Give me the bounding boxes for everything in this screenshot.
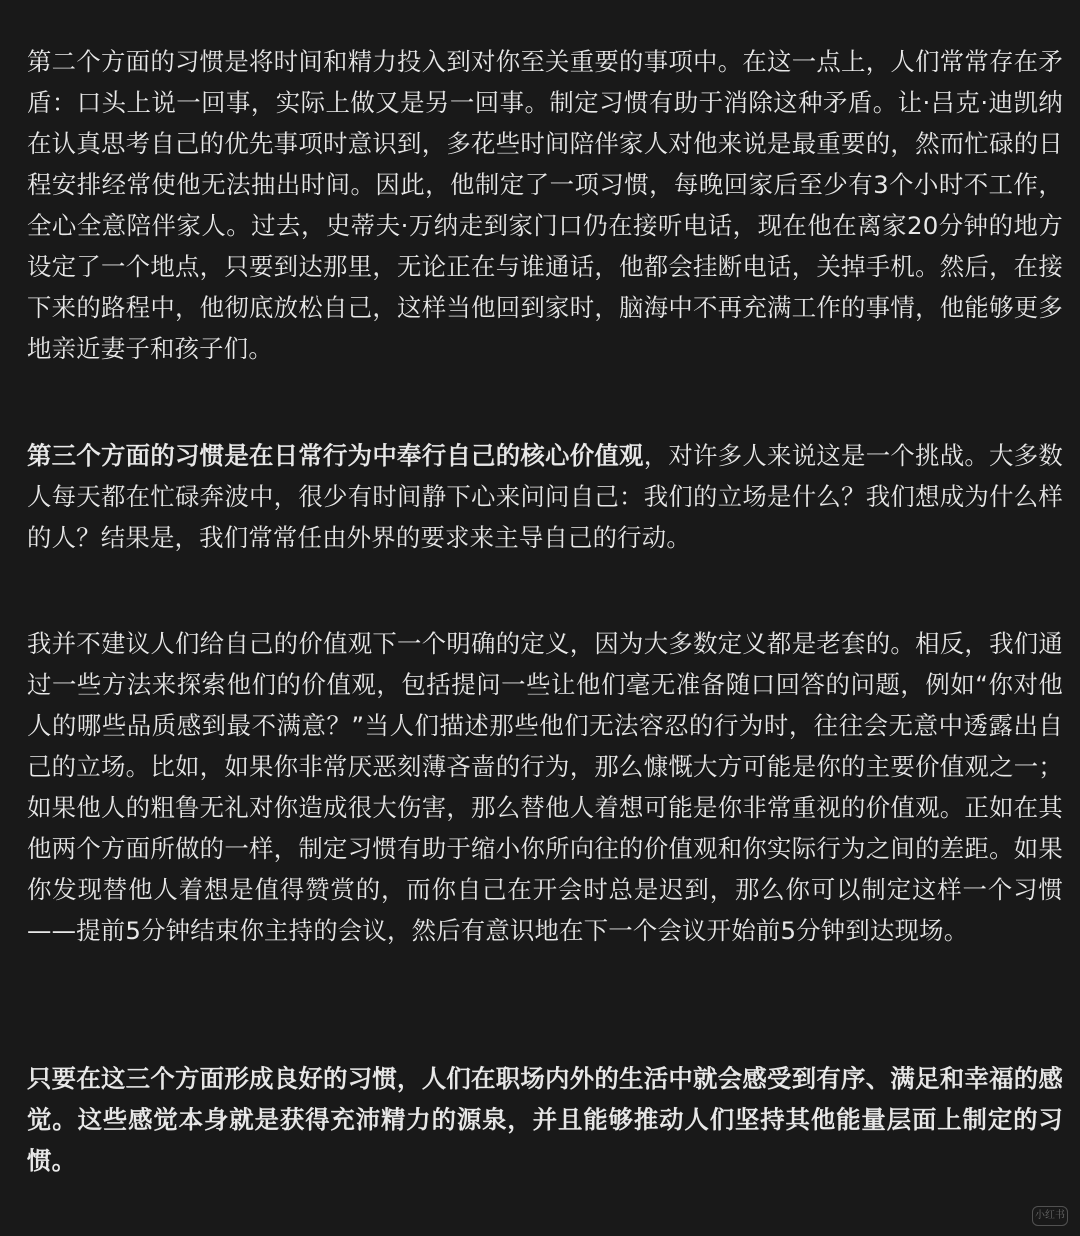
paragraph-habit-values-heading: 第三个方面的习惯是在日常行为中奉行自己的核心价值观	[27, 441, 644, 470]
paragraph-exploring-values: 我并不建议人们给自己的价值观下一个明确的定义，因为大多数定义都是老套的。相反，我们通过一些方法来探索他们的价值观，包括提问一些让他们毫无准备随口回答的问题，例如“你对他人的哪些品质感到最不满意？”当人们描述那些他们无法容忍的行为时，往往会无意中透露出自己的立场。比如，如果你非常厌恶刻薄吝啬的行为，那么慷慨大方可能是你的主要价值观之一；如果他人的粗鲁无礼对你造成很大伤害，那么替他人着想可能是你非常重视的价值观。正如在其他两个方面所做的一样，制定习惯有助于缩小你所向往的价值观和你实际行为之间的差距。如果你发现替他人着想是值得赞赏的，而你自己在开会时总是迟到，那么你可以制定这样一个习惯——提前5分钟结束你主持的会议，然后有意识地在下一个会议开始前5分钟到达现场。	[27, 629, 1063, 945]
paragraph-habit-priorities: 第二个方面的习惯是将时间和精力投入到对你至关重要的事项中。在这一点上，人们常常存在矛盾：口头上说一回事，实际上做又是另一回事。制定习惯有助于消除这种矛盾。让·吕克·迪凯纳在认真思考自己的优先事项时意识到，多花些时间陪伴家人对他来说是最重要的，然而忙碌的日程安排经常使他无法抽出时间。因此，他制定了一项习惯，每晚回家后至少有3个小时不工作，全心全意陪伴家人。过去，史蒂夫·万纳走到家门口仍在接听电话，现在他在离家20分钟的地方设定了一个地点，只要到达那里，无论正在与谁通话，他都会挂断电话，关掉手机。然后，在接下来的路程中，他彻底放松自己，这样当他回到家时，脑海中不再充满工作的事情，他能够更多地亲近妻子和孩子们。	[27, 47, 1063, 363]
paragraph-conclusion: 只要在这三个方面形成良好的习惯，人们在职场内外的生活中就会感受到有序、满足和幸福的感觉。这些感觉本身就是获得充沛精力的源泉，并且能够推动人们坚持其他能量层面上制定的习惯。	[27, 1064, 1063, 1175]
watermark-logo: 小红书	[1032, 1206, 1068, 1226]
paragraph-habit-values	[27, 435, 1063, 558]
paragraph-habit-values-body: ，对许多人来说这是一个挑战。大多数人每天都在忙碌奔波中，很少有时间静下心来问问自己：我们的立场是什么？我们想成为什么样的人？结果是，我们常常任由外界的要求来主导自己的行动。	[27, 441, 1063, 552]
